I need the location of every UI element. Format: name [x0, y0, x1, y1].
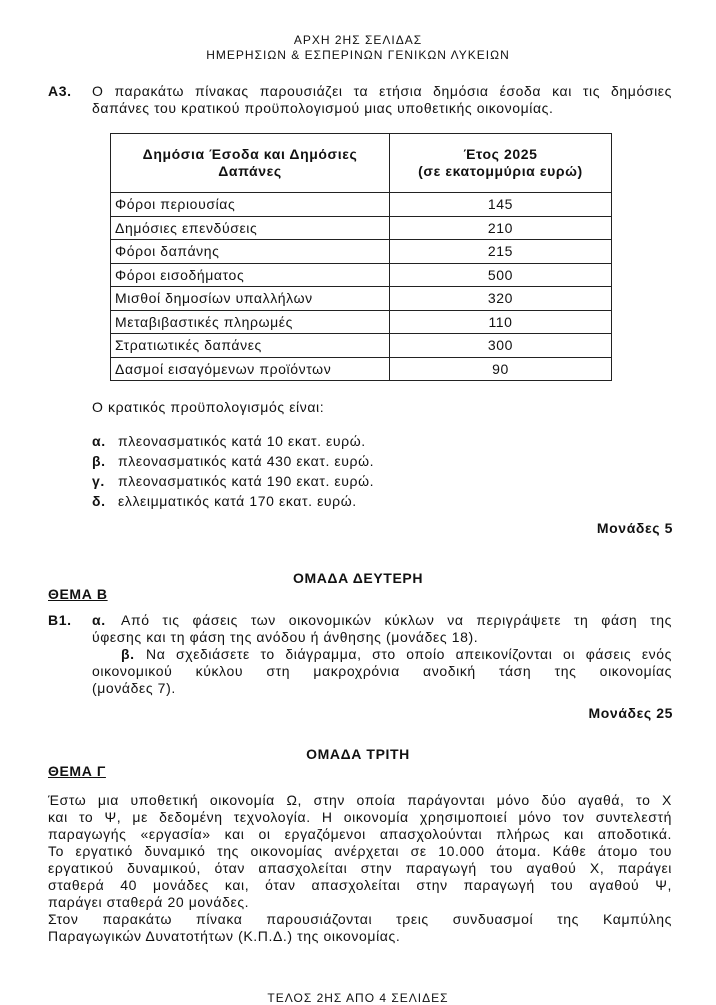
table-row-value: 320	[390, 287, 612, 311]
budget-table-header-row	[111, 134, 612, 193]
answer-option-b: β. πλεονασματικός κατά 430 εκατ. ευρώ.	[92, 453, 375, 469]
question-a3-label: Α3.	[48, 83, 72, 99]
table-row	[111, 357, 612, 381]
theme-c-line-7: παράγει σταθερά 20 μονάδες.	[48, 894, 250, 910]
b1-b-line1: Να σχεδιάσετε το διάγραμμα, στο οποίο απεικονίζονται οι φάσεις ενός	[146, 646, 672, 662]
theme-c-line-8: Στον παρακάτω πίνακα παρουσιάζονται τρεις συνδυασμοί της Καμπύλης	[48, 911, 672, 927]
page-footer: ΤΕΛΟΣ 2ΗΣ ΑΠΟ 4 ΣΕΛΙΔΕΣ	[267, 991, 449, 1005]
b1-b-label: β.	[121, 646, 135, 662]
table-row-value: 90	[390, 357, 612, 381]
table-row-item: Φόροι εισοδήματος	[111, 263, 390, 287]
table-row	[111, 287, 612, 311]
table-row-item: Μεταβιβαστικές πληρωμές	[111, 310, 390, 334]
theme-c-line-5: εργατικού δυναμικού, όταν απασχολείται στην παραγωγή του αγαθού Χ, παράγει	[48, 860, 672, 876]
question-a3-intro-line2: δαπάνες του κρατικού προϋπολογισμού μιας υποθετικής οικονομίας.	[92, 100, 554, 116]
question-a3-intro-line1: Ο παρακάτω πίνακας παρουσιάζει τα ετήσια δημόσια έσοδα και τις δημόσιες	[92, 83, 672, 99]
table-row-value: 300	[390, 334, 612, 358]
table-row-item: Φόροι περιουσίας	[111, 193, 390, 217]
table-row	[111, 263, 612, 287]
question-a3-prompt: Ο κρατικός προϋπολογισμός είναι:	[92, 399, 325, 415]
b1-a-line1: Από τις φάσεις των οικονομικών κύκλων να περιγράψετε τη φάση της	[121, 612, 672, 628]
group2-theme: ΘΕΜΑ Β	[48, 586, 108, 602]
b-points: Μονάδες 25	[588, 705, 673, 721]
theme-c-line-9: Παραγωγικών Δυνατοτήτων (Κ.Π.Δ.) της οικονομίας.	[48, 928, 401, 944]
b1-a-line2: ύφεσης και τη φάση της ανόδου ή άνθησης (μονάδες 18).	[92, 629, 479, 645]
theme-c-line-3: παραγωγής «εργασία» και οι εργαζόμενοι απασχολούνται πλήρως και αποδοτικά.	[48, 826, 672, 842]
budget-table-header-item: Δημόσια Έσοδα και Δημόσιες Δαπάνες	[111, 134, 390, 193]
table-row	[111, 310, 612, 334]
table-row	[111, 216, 612, 240]
answer-option-c: γ. πλεονασματικός κατά 190 εκατ. ευρώ.	[92, 473, 375, 489]
table-row	[111, 334, 612, 358]
table-row-item: Στρατιωτικές δαπάνες	[111, 334, 390, 358]
table-row-value: 215	[390, 240, 612, 264]
group3-theme: ΘΕΜΑ Γ	[48, 763, 106, 779]
table-row	[111, 193, 612, 217]
table-row	[111, 240, 612, 264]
theme-c-line-4: Το εργατικό δυναμικό της οικονομίας ανέρχεται σε 10.000 άτομα. Κάθε άτομο του	[48, 843, 672, 859]
page-header-line1: ΑΡΧΗ 2ΗΣ ΣΕΛΙΔΑΣ	[293, 33, 423, 47]
theme-c-line-1: Έστω μια υποθετική οικονομία Ω, στην οποία παράγονται μόνο δύο αγαθά, το Χ	[48, 792, 672, 808]
table-row-value: 145	[390, 193, 612, 217]
table-row-item: Δασμοί εισαγόμενων προϊόντων	[111, 357, 390, 381]
b1-b-line2: οικονομικού κύκλου στη μακροχρόνια ανοδική τάση της οικονομίας	[92, 663, 672, 679]
table-row-value: 110	[390, 310, 612, 334]
answer-option-a: α. πλεονασματικός κατά 10 εκατ. ευρώ.	[92, 433, 366, 449]
b1-a-label: α.	[92, 612, 106, 628]
group2-title: ΟΜΑΔΑ ΔΕΥΤΕΡΗ	[292, 570, 424, 586]
table-row-item: Μισθοί δημοσίων υπαλλήλων	[111, 287, 390, 311]
table-row-value: 500	[390, 263, 612, 287]
table-row-item: Δημόσιες επενδύσεις	[111, 216, 390, 240]
answer-option-d: δ. ελλειμματικός κατά 170 εκατ. ευρώ.	[92, 493, 357, 509]
group3-title: ΟΜΑΔΑ ΤΡΙΤΗ	[306, 746, 410, 762]
b1-b-line3: (μονάδες 7).	[92, 680, 176, 696]
theme-c-line-2: και το Ψ, με δεδομένη τεχνολογία. Η οικονομία χρησιμοποιεί μόνο τον συντελεστή	[48, 809, 672, 825]
budget-table-header-year: Έτος 2025 (σε εκατομμύρια ευρώ)	[390, 134, 612, 193]
a3-points: Μονάδες 5	[596, 520, 673, 536]
page-header-line2: ΗΜΕΡΗΣΙΩΝ & ΕΣΠΕΡΙΝΩΝ ΓΕΝΙΚΩΝ ΛΥΚΕΙΩΝ	[206, 48, 510, 62]
budget-table	[110, 133, 612, 381]
table-row-value: 210	[390, 216, 612, 240]
theme-c-line-6: σταθερά 40 μονάδες και, όταν απασχολείται στην παραγωγή του αγαθού Ψ,	[48, 877, 672, 893]
b1-label: Β1.	[48, 612, 72, 628]
table-row-item: Φόροι δαπάνης	[111, 240, 390, 264]
